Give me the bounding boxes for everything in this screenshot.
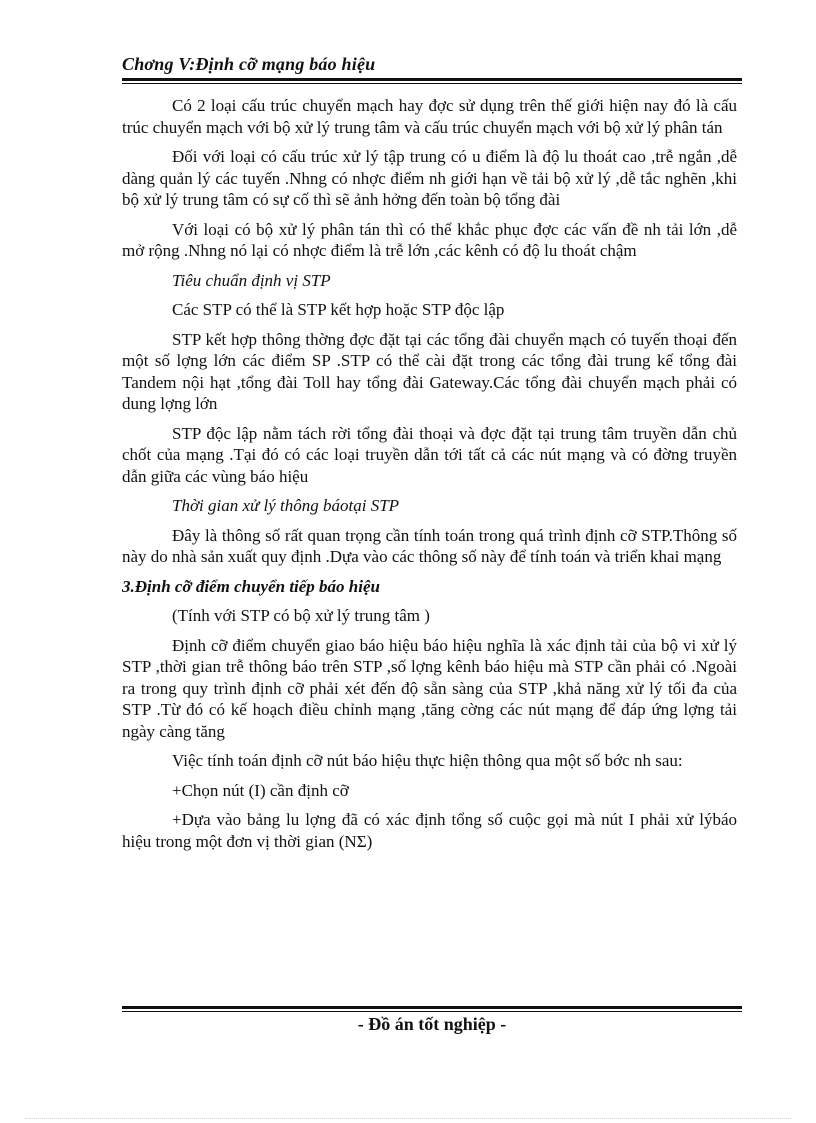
paragraph: +Dựa vào bảng lu lợng đã có xác định tổng số cuộc gọi mà nút I phải xử lýbáo hiệu trong một đơn vị thời gian (NΣ) <box>122 810 737 851</box>
paragraph: Đây là thông số rất quan trọng cần tính toán trong quá trình định cỡ STP.Thông số này do nhà sản xuất quy định .Dựa vào các thông số này để tính toán và triển khai mạng <box>122 525 737 566</box>
paragraph: (Tính với STP có bộ xử lý trung tâm ) <box>172 606 430 625</box>
header-rule-thin <box>122 83 742 84</box>
page-footer: - Đồ án tốt nghiệp - <box>357 1014 507 1034</box>
paragraph: Đối với loại có cấu trúc xử lý tập trung có u điểm là độ lu thoát cao ,trễ ngắn ,dễ dàng quản lý các tuyến .Nhng có nhợc điểm nh giới hạn về tải bộ xử lý ,dễ tắc nghẽn ,khi bộ xử lý trung tâm có sự cố thì sẽ ảnh hởng đến toàn bộ tổng đài <box>122 147 737 209</box>
subheading: Tiêu chuẩn định vị STP <box>172 270 331 290</box>
footer-rule-thin <box>122 1011 742 1012</box>
paragraph: Định cỡ điểm chuyển giao báo hiệu báo hiệu nghĩa là xác định tải của bộ vi xử lý STP ,thời gian trễ thông báo trên STP ,số lợng kênh báo hiệu mà STP cần phải có .Ngoài ra trong quy trình định cỡ phải xét đến độ sẵn sàng của STP ,khả năng xử lý tối đa của STP .Từ đó có kế hoạch điều chỉnh mạng ,tăng cờng các nút mạng để đáp ứng lợng tải ngày càng tăng <box>122 635 737 741</box>
paragraph: STP kết hợp thông thờng đợc đặt tại các tổng đài chuyển mạch có tuyến thoại đến một số lợng lớn các điểm SP .STP có thể cài đặt trong các tổng đài trung kế tổng đài Tandem nội hạt ,tổng đài Toll hay tổng đài Gateway.Các tổng đài chuyển mạch phải có dung lợng lớn <box>122 329 737 413</box>
paragraph: Với loại có bộ xử lý phân tán thì có thể khắc phục đợc các vấn đề nh tải lớn ,dễ mở rộng .Nhng nó lại có nhợc điểm là trễ lớn ,các kênh có độ lu thoát chậm <box>122 219 737 260</box>
footer-rule-thick <box>122 1006 742 1009</box>
page-edge-divider <box>25 1118 791 1119</box>
chapter-title: Chơng V:Định cỡ mạng báo hiệu <box>122 54 376 74</box>
section-heading: 3.Định cỡ điểm chuyển tiếp báo hiệu <box>122 576 380 596</box>
paragraph: Có 2 loại cấu trúc chuyển mạch hay đợc sử dụng trên thế giới hiện nay đó là cấu trúc chuyển mạch với bộ xử lý trung tâm và cấu trúc chuyển mạch với bộ xử lý phân tán <box>122 96 737 137</box>
subheading: Thời gian xử lý thông báotại STP <box>172 496 400 515</box>
paragraph: STP độc lập nằm tách rời tổng đài thoại và đợc đặt tại trung tâm truyền dẫn chủ chốt của mạng .Tại đó có các loại truyền dẫn tới tất cả các nút mạng và có đờng truyền dẫn giữa các vùng báo hiệu <box>122 423 737 486</box>
header-rule-thick <box>122 78 742 81</box>
paragraph: Việc tính toán định cỡ nút báo hiệu thực hiện thông qua một số bớc nh sau: <box>172 751 683 770</box>
paragraph: +Chọn nút (I) cần định cỡ <box>172 780 349 800</box>
paragraph: Các STP có thể là STP kết hợp hoặc STP độc lập <box>172 300 505 319</box>
page-header <box>122 54 742 75</box>
document-body <box>122 95 737 860</box>
